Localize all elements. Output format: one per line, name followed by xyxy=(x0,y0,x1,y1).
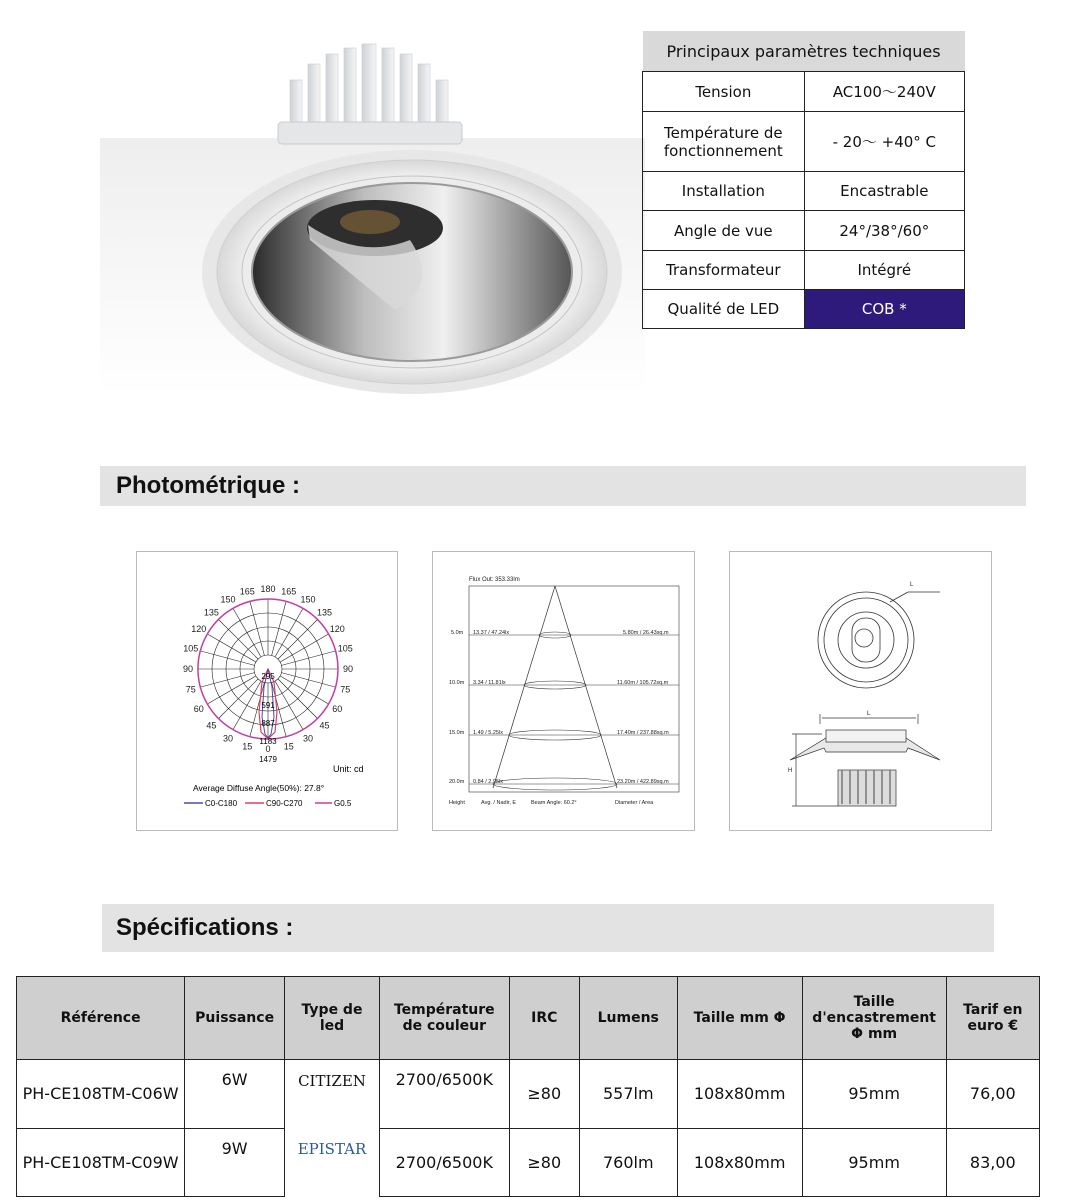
polar-spoke xyxy=(272,601,286,655)
polar-spoke xyxy=(275,681,303,729)
param-value: Encastrable xyxy=(804,172,964,211)
radial-label: 591 xyxy=(261,701,275,710)
param-value: AC100～240V xyxy=(804,72,964,112)
cell-lumens: 760lm xyxy=(579,1128,677,1196)
polar-angle-label: 45 xyxy=(206,720,217,731)
polar-spoke xyxy=(207,676,255,704)
polar-spoke xyxy=(282,651,336,665)
polar-spoke xyxy=(207,634,255,662)
cell-temp: 2700/6500K xyxy=(379,1060,509,1129)
legend-c90: C90-C270 xyxy=(266,799,303,808)
polar-angle-label: 105 xyxy=(337,643,353,654)
product-image xyxy=(100,40,645,395)
polar-angle-label: 135 xyxy=(317,607,333,618)
cell-led: CITIZEN xyxy=(285,1060,380,1129)
section-title: Spécifications : xyxy=(116,914,294,941)
section-header-specifications xyxy=(102,904,994,952)
polar-angle-label: 15 xyxy=(283,741,294,752)
polar-angle-label: 90 xyxy=(342,664,354,674)
polar-angle-label: 0 xyxy=(265,744,271,754)
cone-footer-height: Height xyxy=(449,800,465,806)
cell-temp: 2700/6500K xyxy=(379,1128,509,1196)
col-header: Taille mm Φ xyxy=(677,977,802,1060)
polar-angle-label: 75 xyxy=(340,684,351,695)
technical-parameters-table xyxy=(642,31,965,329)
col-header: Lumens xyxy=(579,977,677,1060)
param-label: Angle de vue xyxy=(643,211,805,251)
col-header: IRC xyxy=(509,977,579,1060)
cone-dia: 11.60m / 105.72sq.m xyxy=(617,680,669,686)
cone-lux: 1.49 / 5.25lx xyxy=(473,730,503,736)
polar-spoke xyxy=(219,679,259,719)
unit-label: Unit: cd xyxy=(333,764,364,774)
radial-label: 295 xyxy=(261,672,275,681)
section-header-photometrique xyxy=(100,466,1026,506)
table-header-row xyxy=(17,977,1040,1060)
flux-label: Flux Out: 353.33lm xyxy=(469,577,520,583)
dimension-drawing xyxy=(729,551,992,831)
param-value: Intégré xyxy=(804,251,964,290)
cone-dia: 5.80m / 26.43sq.m xyxy=(623,630,669,636)
radial-label: 887 xyxy=(261,719,275,728)
cone-height: 20.0m xyxy=(449,779,465,785)
cone-height: 10.0m xyxy=(449,680,465,686)
cell-power: 6W xyxy=(185,1060,285,1129)
cell-irc: ≥80 xyxy=(509,1060,579,1129)
cell-price: 83,00 xyxy=(946,1128,1039,1196)
cone-diagram-svg xyxy=(433,552,696,832)
polar-angle-label: 120 xyxy=(329,624,345,634)
specifications-table xyxy=(16,976,1040,1197)
legend-c0: C0-C180 xyxy=(205,799,238,808)
cell-lumens: 557lm xyxy=(579,1060,677,1129)
param-value-highlight: COB * xyxy=(804,290,964,329)
polar-angle-label: 15 xyxy=(242,741,253,752)
polar-angle-label: 105 xyxy=(183,643,199,654)
polar-angle-label: 180 xyxy=(260,584,276,594)
polar-angle-label: 75 xyxy=(185,684,196,695)
dim-label-height: H xyxy=(788,768,793,774)
col-header: Type de led xyxy=(285,977,380,1060)
cone-dia: 23.20m / 422.89sq.m xyxy=(617,779,669,785)
dim-label-side: L xyxy=(867,711,871,717)
col-header: Puissance xyxy=(185,977,285,1060)
section-title: Photométrique : xyxy=(116,472,300,499)
polar-spoke xyxy=(280,676,328,704)
polar-angle-label: 90 xyxy=(182,664,194,674)
polar-spoke xyxy=(282,673,336,687)
polar-angle-label: 165 xyxy=(239,586,255,597)
cone-dia: 17.40m / 237.88sq.m xyxy=(617,730,669,736)
param-value: - 20～ +40° C xyxy=(804,112,964,172)
polar-spoke xyxy=(278,679,318,719)
cell-ref: PH-CE108TM-C06W xyxy=(17,1060,185,1129)
param-label: Installation xyxy=(643,172,805,211)
cone-height: 15.0m xyxy=(449,730,465,736)
polar-spoke xyxy=(233,681,261,729)
polar-angle-label: 150 xyxy=(220,594,236,605)
polar-angle-label: 60 xyxy=(332,704,343,714)
cell-power: 9W xyxy=(185,1128,285,1196)
col-header: Température de couleur xyxy=(379,977,509,1060)
polar-diagram-svg xyxy=(137,552,399,832)
radial-label: 1183 xyxy=(259,737,277,746)
table-row xyxy=(17,1060,1040,1129)
cone-height: 5.0m xyxy=(451,630,464,636)
cell-ref: PH-CE108TM-C09W xyxy=(17,1128,185,1196)
col-header: Taille d'encastrement Φ mm xyxy=(802,977,946,1060)
polar-spoke xyxy=(200,651,254,665)
cone-footer-beam: Beam Angle: 60.2° xyxy=(531,800,577,806)
polar-angle-label: 30 xyxy=(302,733,314,744)
polar-caption: Average Diffuse Angle(50%): 27.8° xyxy=(193,783,325,793)
polar-angle-label: 150 xyxy=(300,594,316,605)
param-label: Température de fonctionnement xyxy=(643,112,805,172)
cell-cut: 95mm xyxy=(802,1060,946,1129)
polar-angle-label: 120 xyxy=(191,624,207,634)
dimension-drawing-svg xyxy=(730,552,993,832)
dim-label-top: L xyxy=(910,582,914,588)
polar-spoke xyxy=(280,634,328,662)
cone-footer-avg: Avg. / Nadir, E xyxy=(481,800,517,806)
polar-angle-label: 30 xyxy=(222,733,234,744)
param-label: Transformateur xyxy=(643,251,805,290)
cell-led: EPISTAR xyxy=(285,1128,380,1196)
col-header: Tarif en euro € xyxy=(946,977,1039,1060)
cell-size: 108x80mm xyxy=(677,1128,802,1196)
params-title: Principaux paramètres techniques xyxy=(643,31,965,72)
polar-angle-label: 165 xyxy=(281,586,297,597)
polar-diagram xyxy=(136,551,398,831)
radial-label: 1479 xyxy=(259,755,277,764)
cell-irc: ≥80 xyxy=(509,1128,579,1196)
cone-lux: 3.34 / 11.81lx xyxy=(473,680,506,686)
illuminance-cone-diagram xyxy=(432,551,695,831)
polar-angle-label: 135 xyxy=(203,607,219,618)
cone-lux: 13.37 / 47.24lx xyxy=(473,630,510,636)
param-value: 24°/38°/60° xyxy=(804,211,964,251)
polar-spoke xyxy=(278,620,318,660)
cell-price: 76,00 xyxy=(946,1060,1039,1129)
polar-spoke xyxy=(200,673,254,687)
polar-spoke xyxy=(233,608,261,656)
polar-angle-label: 60 xyxy=(193,704,204,714)
cell-size: 108x80mm xyxy=(677,1060,802,1129)
polar-spoke xyxy=(219,620,259,660)
legend-g05: G0.5 xyxy=(334,799,352,808)
polar-spoke xyxy=(250,601,264,655)
col-header: Référence xyxy=(17,977,185,1060)
polar-spoke xyxy=(275,608,303,656)
polar-angle-label: 45 xyxy=(319,720,330,731)
cell-cut: 95mm xyxy=(802,1128,946,1196)
cone-footer-dia: Diameter / Area xyxy=(615,800,654,806)
table-row xyxy=(17,1128,1040,1196)
cone-lux: 0.84 / 2.95lx xyxy=(473,779,503,785)
param-label: Qualité de LED xyxy=(643,290,805,329)
param-label: Tension xyxy=(643,72,805,112)
